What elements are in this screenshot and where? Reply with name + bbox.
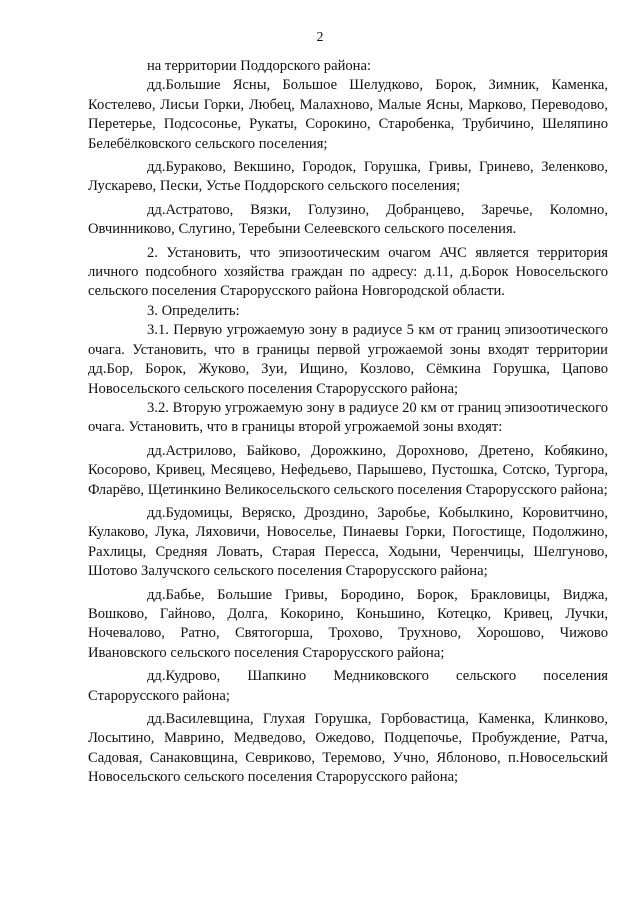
paragraph: 3. Определить:: [147, 302, 240, 319]
paragraph: дд.Кудрово, Шапкино Медниковского сельского поселения Старорусского района;: [88, 668, 608, 704]
paragraph: дд.Бураково, Векшино, Городок, Горушка, Гривы, Гринево, Зеленково, Лускарево, Пески, Устье Поддорского сельского поселения;: [88, 159, 608, 195]
paragraph: дд.Бабье, Большие Гривы, Бородино, Борок, Бракловицы, Виджа, Вошково, Гайново, Долга, Кокорино, Коньшино, Котецко, Кривец, Лучки, Ночевалово, Ратно, Святогорша, Трохово, Трухново, Хорошово, Чижово Ивановского сельского поселения Старорусского района;: [88, 586, 608, 661]
paragraph: на территории Поддорского района:: [147, 58, 372, 74]
paragraph: дд.Астрилово, Байково, Дорожкино, Дорохново, Дретено, Кобякино, Косорово, Кривец, Месяцево, Нефедьево, Парышево, Пустошка, Сотско, Тургора, Фларёво, Щетинкино Великосельского сельского поселения Старорусского района;: [88, 442, 608, 498]
paragraph: дд.Большие Ясны, Большое Шелудково, Борок, Зимник, Каменка, Костелево, Лисьи Горки, Любец, Малахново, Малые Ясны, Марково, Переводово, Перетерье, Подсосонье, Рукаты, Сорокино, Старобенка, Трубичино, Шеляпино Белебёлковского сельского поселения;: [88, 77, 608, 152]
document-body: [88, 57, 608, 792]
paragraph: 2. Установить, что эпизоотическим очагом АЧС является территория личного подсобного хозяйства граждан по адресу: д.11, д.Борок Новосельского сельского поселения Старорусского района Новгородской области.: [88, 244, 608, 300]
page-number: 2: [316, 30, 324, 45]
paragraph: 3.1. Первую угрожаемую зону в радиусе 5 км от границ эпизоотического очага. Установить, что в границы первой угрожаемой зоны входят территории дд.Бор, Борок, Жуково, Зуи, Ищино, Козлово, Сёмкина Горушка, Цапово Новосельского сельского поселения Старорусского района;: [88, 322, 608, 397]
paragraph: дд.Астратово, Вязки, Голузино, Добранцево, Заречье, Коломно, Овчинниково, Слугино, Теребыни Селеевского сельского поселения.: [88, 201, 608, 238]
paragraph: дд.Василевщина, Глухая Горушка, Горбовастица, Каменка, Клинково, Лосытино, Маврино, Медведово, Ожедово, Подцепочье, Пробуждение, Ратча, Садовая, Санаковщина, Севриково, Теремово, Учно, Яблоново, п.Новосельский Новосельского сельского поселения Старорусского района;: [88, 711, 608, 786]
paragraph: дд.Будомицы, Веряско, Дроздино, Заробье, Кобылкино, Коровитчино, Кулаково, Лука, Ляховичи, Новоселье, Пинаевы Горки, Погостище, Подолжино, Рахлицы, Средняя Ловать, Старая Пересса, Ходыни, Черенчицы, Шелгуново, Шотово Залучского сельского поселения Старорусского района;: [88, 504, 608, 580]
paragraph: 3.2. Вторую угрожаемую зону в радиусе 20 км от границ эпизоотического очага. Установить, что в границы второй угрожаемой зоны входят:: [88, 399, 608, 436]
